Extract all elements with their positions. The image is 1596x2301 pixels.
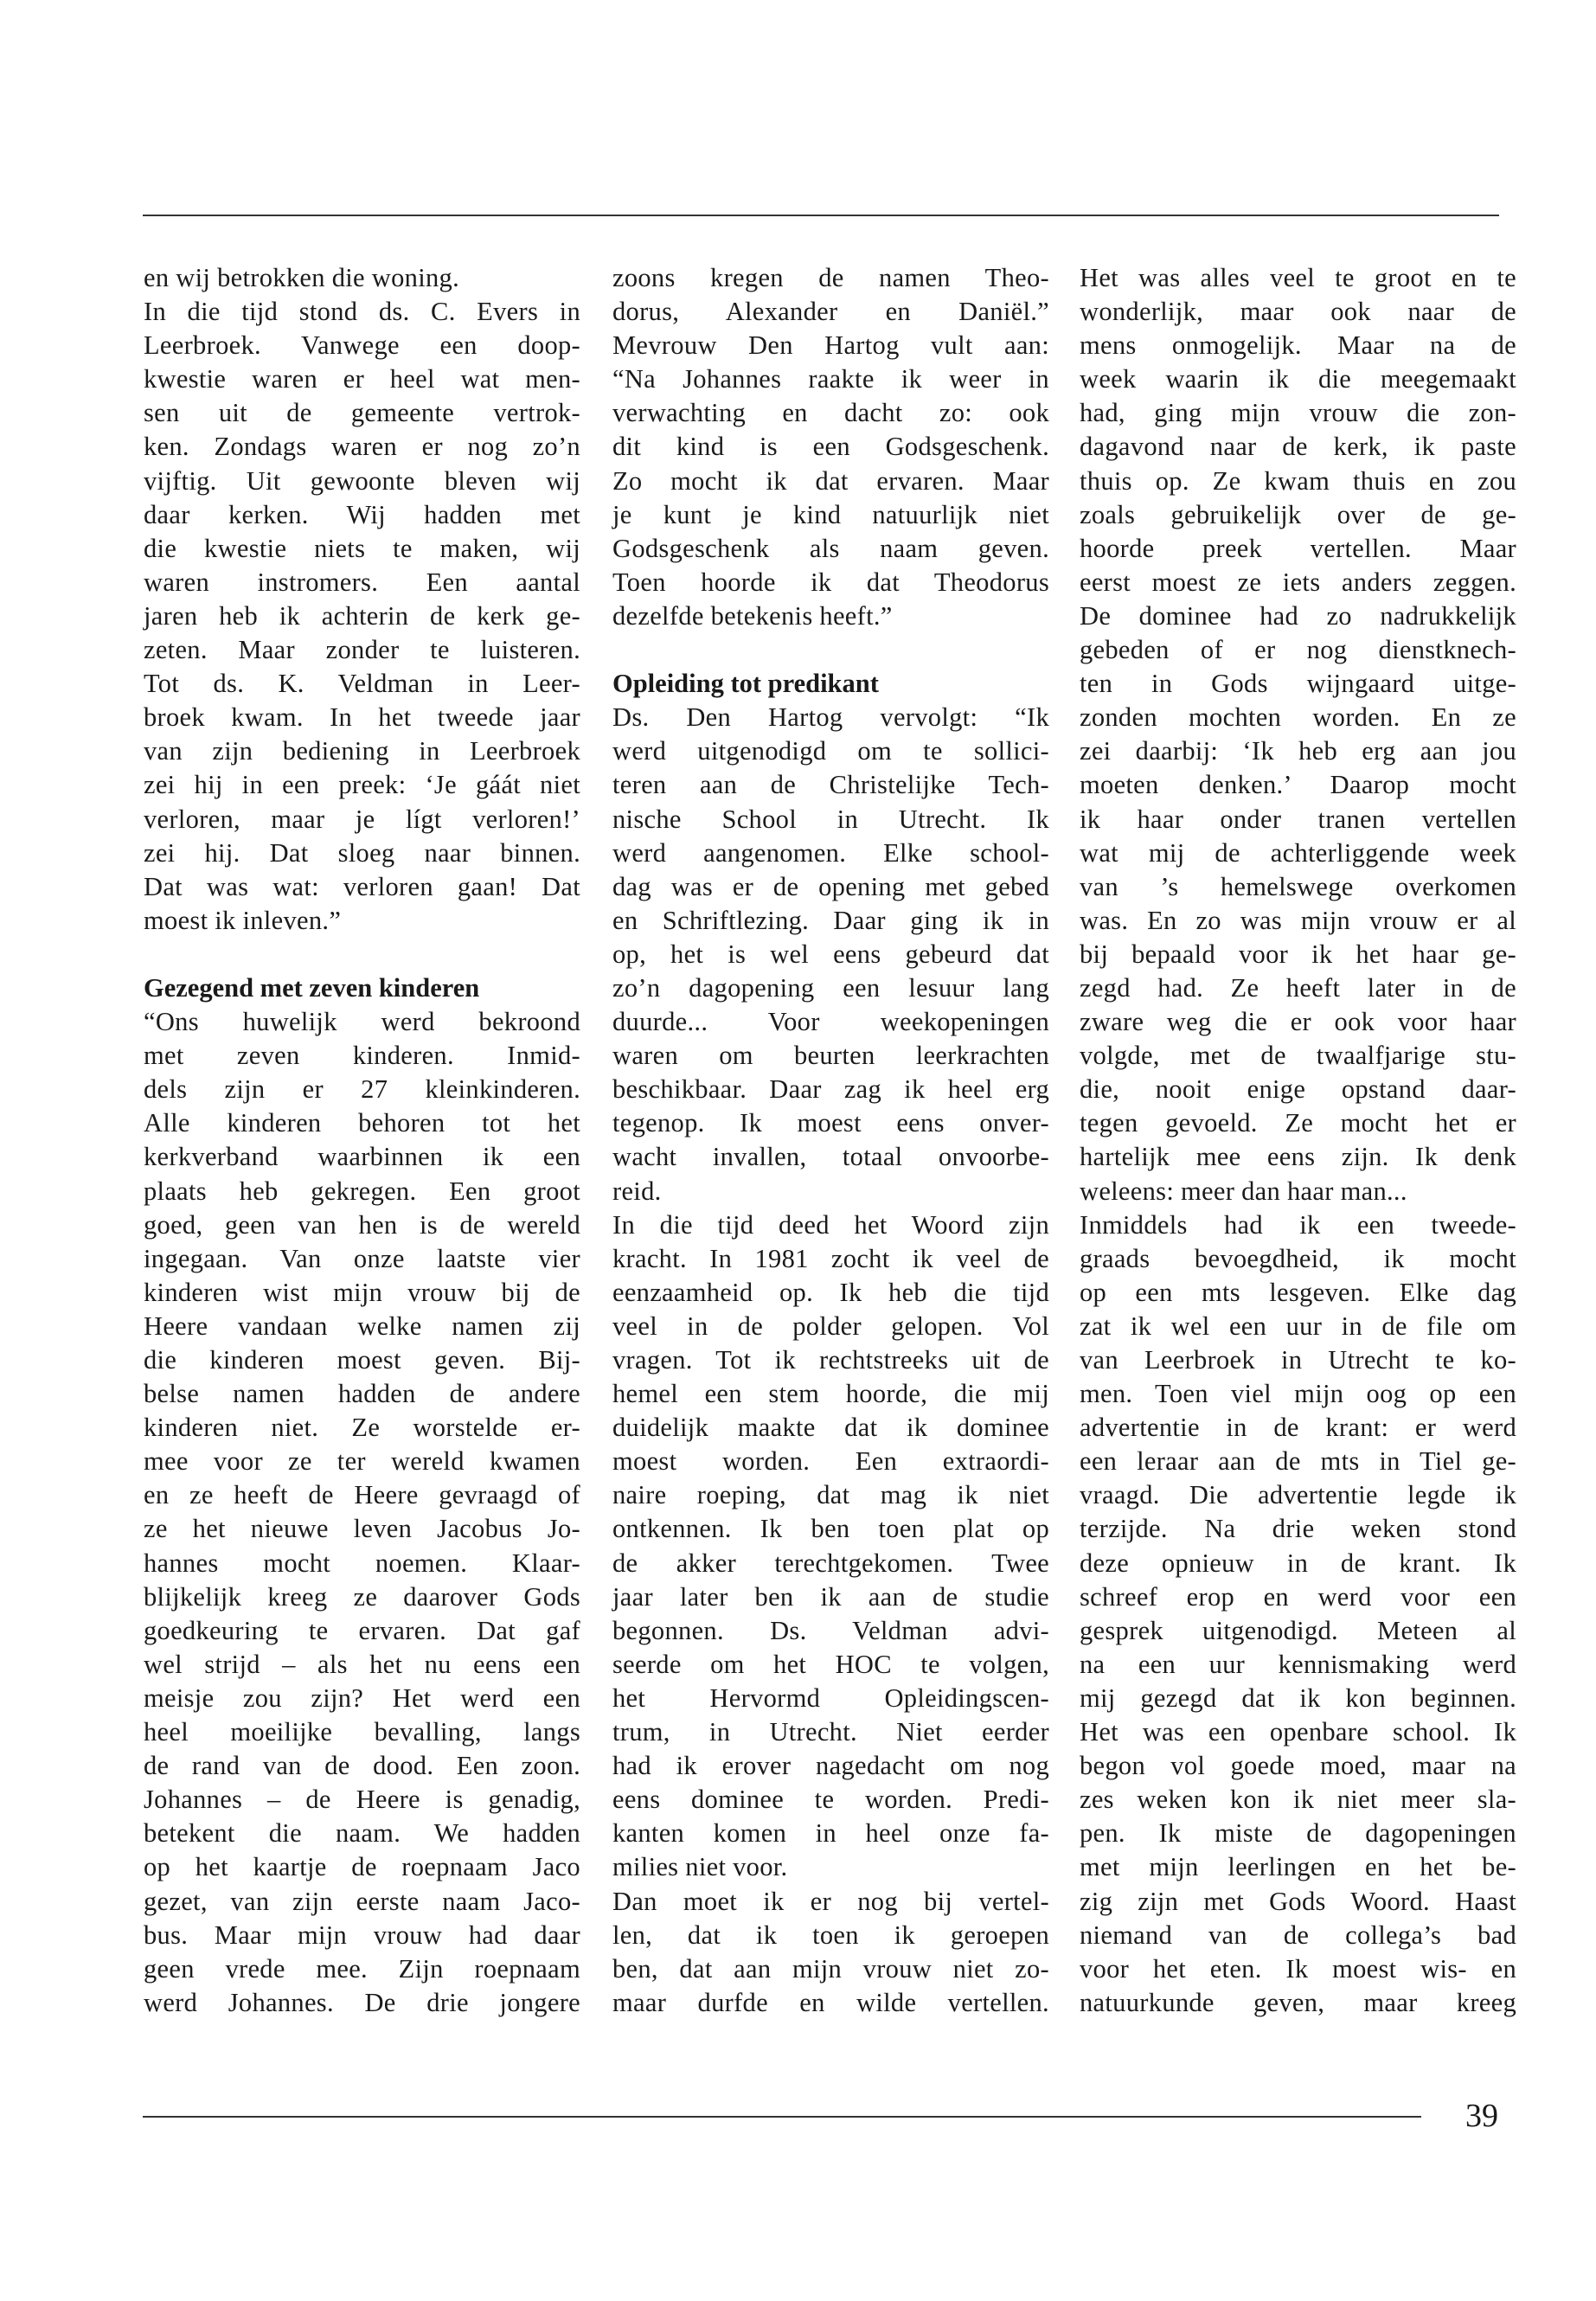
text-line: zat ik wel een uur in de file om <box>1080 1311 1516 1341</box>
text-line: Toen hoorde ik dat Theodorus <box>612 567 1049 597</box>
text-line: daar kerken. Wij hadden met <box>144 499 580 529</box>
text-line: Heere vandaan welke namen zij <box>144 1311 580 1341</box>
text-line: van ’s hemelswege overkomen <box>1080 871 1516 901</box>
text-line: van Leerbroek in Utrecht te ko- <box>1080 1345 1516 1375</box>
text-line: beschikbaar. Daar zag ik heel erg <box>612 1074 1049 1105</box>
text-line: teren aan de Christelijke Tech- <box>612 770 1049 800</box>
text-line: van zijn bediening in Leerbroek <box>144 736 580 766</box>
text-line: zeten. Maar zonder te luisteren. <box>144 635 580 665</box>
text-line: werd Johannes. De drie jongere <box>144 1987 580 2017</box>
paragraph-spacer <box>612 633 1049 667</box>
text-line: je kunt je kind natuurlijk niet <box>612 499 1049 529</box>
text-line: blijkelijk kreeg ze daarover Gods <box>144 1581 580 1612</box>
text-line: jaren heb ik achterin de kerk ge- <box>144 600 580 631</box>
text-line: volgde, met de twaalfjarige stu- <box>1080 1041 1516 1071</box>
text-line: gebeden of er nog dienstknech- <box>1080 635 1516 665</box>
text-line: duidelijk maakte dat ik dominee <box>612 1413 1049 1443</box>
text-line: werd aangenomen. Elke school- <box>612 837 1049 868</box>
text-line: natuurkunde geven, maar kreeg <box>1080 1987 1516 2017</box>
text-line: zei daarbij: ‘Ik heb erg aan jou <box>1080 736 1516 766</box>
text-line: moest ik inleven.” <box>144 905 342 935</box>
text-line: werd uitgenodigd om te sollici- <box>612 736 1049 766</box>
text-line: Dan moet ik er nog bij vertel- <box>612 1886 1049 1916</box>
text-line: pen. Ik miste de dagopeningen <box>1080 1818 1516 1849</box>
text-line: na een uur kennismaking werd <box>1080 1649 1516 1679</box>
text-line: zes weken kon ik niet meer sla- <box>1080 1785 1516 1815</box>
text-line: “Ons huwelijk werd bekroond <box>144 1007 580 1037</box>
text-line: Leerbroek. Vanwege een doop- <box>144 330 580 361</box>
text-line: trum, in Utrecht. Niet eerder <box>612 1717 1049 1747</box>
text-line: die kinderen moest geven. Bij- <box>144 1345 580 1375</box>
text-line: dagavond naar de kerk, ik paste <box>1080 432 1516 462</box>
text-line: Het was een openbare school. Ik <box>1080 1717 1516 1747</box>
text-line: ik haar onder tranen vertellen <box>1080 804 1516 834</box>
text-line: thuis op. Ze kwam thuis en zou <box>1080 465 1516 496</box>
text-line: en ze heeft de Heere gevraagd of <box>144 1480 580 1510</box>
text-line: niemand van de collega’s bad <box>1080 1920 1516 1950</box>
text-line: milies niet voor. <box>612 1852 788 1882</box>
text-line: verwachting en dacht zo: ook <box>612 398 1049 428</box>
text-line: gezet, van zijn eerste naam Jaco- <box>144 1886 580 1916</box>
paragraph-spacer <box>144 938 580 971</box>
text-line: kracht. In 1981 zocht ik veel de <box>612 1243 1049 1273</box>
text-line: De dominee had zo nadrukkelijk <box>1080 600 1516 631</box>
page-number: 39 <box>1465 2098 1498 2134</box>
text-line: gesprek uitgenodigd. Meteen al <box>1080 1615 1516 1645</box>
text-line: kinderen niet. Ze worstelde er- <box>144 1413 580 1443</box>
text-line: zoons kregen de namen Theo- <box>612 263 1049 292</box>
text-line: had ik erover nagedacht om nog <box>612 1751 1049 1781</box>
text-line: kwestie waren er heel wat men- <box>144 364 580 394</box>
text-line: hemel een stem hoorde, die mij <box>612 1379 1049 1409</box>
text-line: met mijn leerlingen en het be- <box>1080 1852 1516 1882</box>
text-line: met zeven kinderen. Inmid- <box>144 1041 580 1071</box>
text-line: dels zijn er 27 kleinkinderen. <box>144 1074 580 1105</box>
section-heading: Gezegend met zeven kinderen <box>144 972 480 1003</box>
text-line: de rand van de dood. Een zoon. <box>144 1751 580 1781</box>
text-line: len, dat ik toen ik geroepen <box>612 1920 1049 1950</box>
text-line: de akker terechtgekomen. Twee <box>612 1548 1049 1578</box>
text-column-2 <box>612 261 1049 2020</box>
text-line: was. En zo was mijn vrouw er al <box>1080 905 1516 935</box>
text-line: bij bepaald voor ik het haar ge- <box>1080 939 1516 969</box>
text-line: ken. Zondags waren er nog zo’n <box>144 432 580 462</box>
text-line: duurde... Voor weekopeningen <box>612 1007 1049 1037</box>
text-line: die kwestie niets te maken, wij <box>144 533 580 563</box>
text-line: geen vrede mee. Zijn roepnaam <box>144 1953 580 1984</box>
text-line: plaats heb gekregen. Een groot <box>144 1176 580 1206</box>
text-line: dezelfde betekenis heeft.” <box>612 600 893 631</box>
text-line: veel in de polder gelopen. Vol <box>612 1311 1049 1341</box>
text-line: ben, dat aan mijn vrouw niet zo- <box>612 1953 1049 1984</box>
text-line: deze opnieuw in de krant. Ik <box>1080 1548 1516 1578</box>
text-line: maar durfde en wilde vertellen. <box>612 1987 1049 2017</box>
text-line: Alle kinderen behoren tot het <box>144 1108 580 1138</box>
text-line: en Schriftlezing. Daar ging ik in <box>612 905 1049 935</box>
text-line: mij gezegd dat ik kon beginnen. <box>1080 1682 1516 1713</box>
text-line: bus. Maar mijn vrouw had daar <box>144 1920 580 1950</box>
text-line: graads bevoegdheid, ik mocht <box>1080 1243 1516 1273</box>
text-column-1 <box>144 261 580 2020</box>
text-line: zware weg die er ook voor haar <box>1080 1007 1516 1037</box>
text-line: vragen. Tot ik rechtstreeks uit de <box>612 1345 1049 1375</box>
text-line: In die tijd deed het Woord zijn <box>612 1209 1049 1240</box>
text-line: mens onmogelijk. Maar na de <box>1080 330 1516 361</box>
text-line: ingegaan. Van onze laatste vier <box>144 1243 580 1273</box>
text-line: verloren, maar je lígt verloren!’ <box>144 804 580 834</box>
text-line: had, ging mijn vrouw die zon- <box>1080 398 1516 428</box>
text-line: ten in Gods wijngaard uitge- <box>1080 669 1516 699</box>
text-column-3 <box>1080 261 1516 2020</box>
text-line: Het was alles veel te groot en te <box>1080 263 1516 292</box>
text-line: Tot ds. K. Veldman in Leer- <box>144 669 580 699</box>
text-line: broek kwam. In het tweede jaar <box>144 702 580 733</box>
text-line: advertentie in de krant: er werd <box>1080 1413 1516 1443</box>
text-line: wacht invallen, totaal onvoorbe- <box>612 1142 1049 1172</box>
text-line: hannes mocht noemen. Klaar- <box>144 1548 580 1578</box>
text-line: eerst moest ze iets anders zeggen. <box>1080 567 1516 597</box>
text-line: Johannes – de Heere is genadig, <box>144 1785 580 1815</box>
text-line: men. Toen viel mijn oog op een <box>1080 1379 1516 1409</box>
text-line: nische School in Utrecht. Ik <box>612 804 1049 834</box>
text-line: moest worden. Een extraordi- <box>612 1446 1049 1477</box>
text-line: en wij betrokken die woning. <box>144 263 460 292</box>
text-line: In die tijd stond ds. C. Evers in <box>144 297 580 327</box>
text-line: zei hij in een preek: ‘Je gáát niet <box>144 770 580 800</box>
text-line: eenzaamheid op. Ik heb die tijd <box>612 1277 1049 1307</box>
text-line: wonderlijk, maar ook naar de <box>1080 297 1516 327</box>
text-line: kinderen wist mijn vrouw bij de <box>144 1277 580 1307</box>
text-line: meisje zou zijn? Het werd een <box>144 1682 580 1713</box>
text-line: tegen gevoeld. Ze mocht het er <box>1080 1108 1516 1138</box>
text-line: seerde om het HOC te volgen, <box>612 1649 1049 1679</box>
text-line: zoals gebruikelijk over de ge- <box>1080 499 1516 529</box>
text-line: mee voor ze ter wereld kwamen <box>144 1446 580 1477</box>
text-line: Mevrouw Den Hartog vult aan: <box>612 330 1049 361</box>
text-line: jaar later ben ik aan de studie <box>612 1581 1049 1612</box>
text-line: zegd had. Ze heeft later in de <box>1080 972 1516 1003</box>
text-line: tegenop. Ik moest eens onver- <box>612 1108 1049 1138</box>
text-line: Dat was wat: verloren gaan! Dat <box>144 871 580 901</box>
text-line: goedkeuring te ervaren. Dat gaf <box>144 1615 580 1645</box>
text-line: wel strijd – als het nu eens een <box>144 1649 580 1679</box>
text-line: belse namen hadden de andere <box>144 1379 580 1409</box>
text-line: dag was er de opening met gebed <box>612 871 1049 901</box>
text-line: begonnen. Ds. Veldman advi- <box>612 1615 1049 1645</box>
text-line: zo’n dagopening een lesuur lang <box>612 972 1049 1003</box>
text-line: schreef erop en werd voor een <box>1080 1581 1516 1612</box>
text-line: op het kaartje de roepnaam Jaco <box>144 1852 580 1882</box>
text-line: waren instromers. Een aantal <box>144 567 580 597</box>
text-line: sen uit de gemeente vertrok- <box>144 398 580 428</box>
text-line: reid. <box>612 1176 662 1206</box>
text-line: Zo mocht ik dat ervaren. Maar <box>612 465 1049 496</box>
text-line: terzijde. Na drie weken stond <box>1080 1514 1516 1544</box>
section-heading: Opleiding tot predikant <box>612 669 879 699</box>
footer-rule <box>143 2116 1421 2118</box>
text-line: vraagd. Die advertentie legde ik <box>1080 1480 1516 1510</box>
text-line: begon vol goede moed, maar na <box>1080 1751 1516 1781</box>
text-line: een leraar aan de mts in Tiel ge- <box>1080 1446 1516 1477</box>
text-line: op, het is wel eens gebeurd dat <box>612 939 1049 969</box>
text-line: het Hervormd Opleidingscen- <box>612 1682 1049 1713</box>
text-line: heel moeilijke bevalling, langs <box>144 1717 580 1747</box>
header-rule <box>143 215 1499 216</box>
text-line: hoorde preek vertellen. Maar <box>1080 533 1516 563</box>
text-line: kanten komen in heel onze fa- <box>612 1818 1049 1849</box>
text-line: ontkennen. Ik ben toen plat op <box>612 1514 1049 1544</box>
text-line: op een mts lesgeven. Elke dag <box>1080 1277 1516 1307</box>
text-line: Godsgeschenk als naam geven. <box>612 533 1049 563</box>
text-line: kerkverband waarbinnen ik een <box>144 1142 580 1172</box>
text-line: ze het nieuwe leven Jacobus Jo- <box>144 1514 580 1544</box>
text-line: betekent die naam. We hadden <box>144 1818 580 1849</box>
text-line: dorus, Alexander en Daniël.” <box>612 297 1049 327</box>
text-line: waren om beurten leerkrachten <box>612 1041 1049 1071</box>
text-line: die, nooit enige opstand daar- <box>1080 1074 1516 1105</box>
text-line: naire roeping, dat mag ik niet <box>612 1480 1049 1510</box>
text-line: eens dominee te worden. Predi- <box>612 1785 1049 1815</box>
text-line: weleens: meer dan haar man... <box>1080 1176 1407 1206</box>
text-line: Ds. Den Hartog vervolgt: “Ik <box>612 702 1049 733</box>
text-line: voor het eten. Ik moest wis- en <box>1080 1953 1516 1984</box>
text-line: moeten denken.’ Daarop mocht <box>1080 770 1516 800</box>
text-line: zig zijn met Gods Woord. Haast <box>1080 1886 1516 1916</box>
text-line: week waarin ik die meegemaakt <box>1080 364 1516 394</box>
text-line: hartelijk mee eens zijn. Ik denk <box>1080 1142 1516 1172</box>
text-line: goed, geen van hen is de wereld <box>144 1209 580 1240</box>
text-line: dit kind is een Godsgeschenk. <box>612 432 1049 462</box>
text-line: vijftig. Uit gewoonte bleven wij <box>144 465 580 496</box>
text-line: wat mij de achterliggende week <box>1080 837 1516 868</box>
text-line: zei hij. Dat sloeg naar binnen. <box>144 837 580 868</box>
text-line: “Na Johannes raakte ik weer in <box>612 364 1049 394</box>
text-line: Inmiddels had ik een tweede- <box>1080 1209 1516 1240</box>
text-line: zonden mochten worden. En ze <box>1080 702 1516 733</box>
